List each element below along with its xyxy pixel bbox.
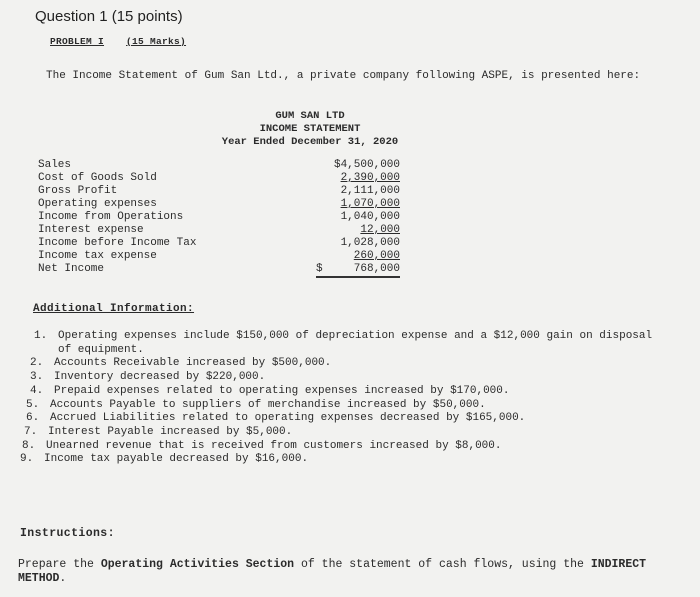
line-label: Net Income	[38, 263, 105, 275]
list-item	[20, 426, 660, 440]
item-text: Unearned revenue that is received from customers increased by $8,000.	[46, 439, 502, 452]
statement-values	[316, 159, 400, 278]
item-text: Interest Payable increased by $5,000.	[48, 425, 293, 438]
line-label: Sales	[38, 159, 72, 171]
additional-info-list	[20, 330, 660, 467]
currency-symbol: $	[316, 263, 323, 275]
company-name: GUM SAN LTD	[275, 110, 345, 122]
item-text: Accounts Payable to suppliers of merchandise increased by $50,000.	[50, 398, 486, 411]
instructions-heading: Instructions:	[20, 527, 115, 540]
statement-header	[0, 110, 620, 149]
line-label: Operating expenses	[38, 198, 157, 210]
instructions-text	[18, 558, 694, 586]
line-value: 2,390,000	[340, 172, 400, 184]
additional-info-heading: Additional Information:	[33, 303, 195, 315]
instr-bold-section: Operating Activities Section	[100, 558, 295, 571]
line-value: 260,000	[353, 250, 400, 262]
list-item	[20, 453, 660, 467]
item-number: 5.	[26, 398, 40, 411]
line-value: $4,500,000	[333, 159, 400, 171]
instr-suffix: .	[59, 572, 67, 585]
item-text: Inventory decreased by $220,000.	[54, 371, 266, 384]
line-value: 2,111,000	[340, 185, 400, 197]
list-item	[20, 399, 660, 413]
item-text: Accounts Receivable increased by $500,000.	[54, 357, 332, 370]
item-text: Accrued Liabilities related to operating expenses decreased by $165,000.	[50, 412, 526, 425]
list-item	[20, 330, 660, 357]
line-label: Interest expense	[38, 224, 144, 236]
list-item	[20, 412, 660, 426]
item-number: 4.	[30, 384, 44, 397]
problem-label: PROBLEM I	[50, 36, 105, 47]
item-number: 3.	[30, 371, 44, 384]
question-title: Question 1 (15 points)	[35, 8, 183, 25]
item-text: Prepaid expenses related to operating expenses increased by $170,000.	[54, 384, 510, 397]
item-number: 2.	[30, 357, 44, 370]
line-value: 1,070,000	[340, 198, 400, 210]
line-value: 1,040,000	[340, 211, 400, 223]
net-income-value	[316, 263, 400, 278]
item-number: 9.	[20, 453, 34, 466]
line-label: Income before Income Tax	[38, 237, 197, 249]
statement-period: Year Ended December 31, 2020	[221, 136, 399, 148]
line-value: 1,028,000	[340, 237, 400, 249]
intro-text: The Income Statement of Gum San Ltd., a private company following ASPE, is presented here:	[46, 70, 641, 82]
list-item	[20, 440, 660, 454]
statement-name: INCOME STATEMENT	[259, 123, 361, 135]
instr-prefix: Prepare the	[18, 558, 101, 571]
item-text: Income tax payable decreased by $16,000.	[44, 453, 309, 466]
line-label: Income from Operations	[38, 211, 184, 223]
line-value: 12,000	[360, 224, 400, 236]
line-value: 768,000	[353, 263, 400, 275]
item-text: Operating expenses include $150,000 of depreciation expense and a $12,000 gain on disposal of equipment.	[58, 330, 653, 356]
line-label: Gross Profit	[38, 185, 118, 197]
item-number: 1.	[34, 330, 48, 342]
problem-heading	[50, 36, 186, 47]
list-item	[20, 385, 660, 399]
item-number: 7.	[24, 425, 38, 438]
item-number: 6.	[26, 412, 40, 425]
instr-middle: of the statement of cash flows, using the	[294, 558, 591, 571]
list-item	[20, 371, 660, 385]
line-label: Income tax expense	[38, 250, 157, 262]
list-item	[20, 357, 660, 371]
problem-marks: (15 Marks)	[126, 36, 187, 47]
line-label: Cost of Goods Sold	[38, 172, 157, 184]
statement-labels	[38, 159, 196, 276]
instr-bold-method: INDIRECT METHOD	[18, 558, 647, 585]
item-number: 8.	[22, 439, 36, 452]
